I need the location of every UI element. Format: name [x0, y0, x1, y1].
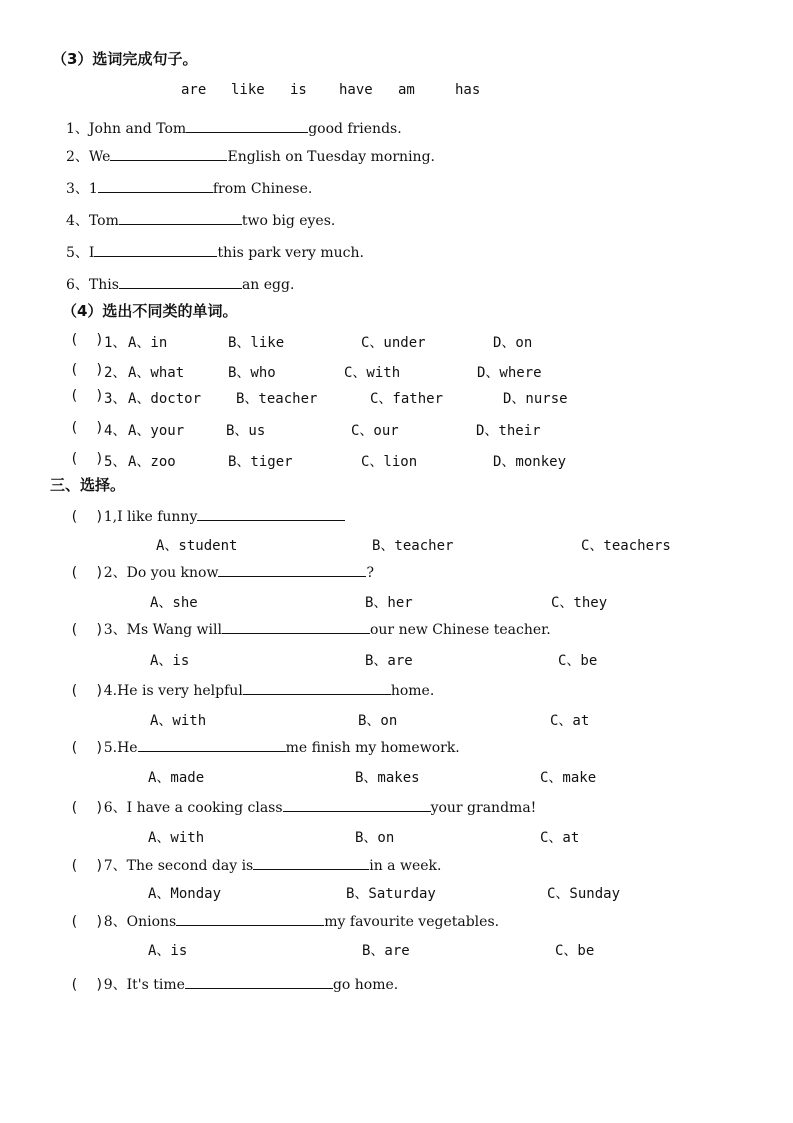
option-b: B、her	[365, 595, 413, 611]
option-a: A、made	[148, 770, 205, 786]
answer-blank[interactable]	[222, 619, 370, 634]
answer-blank[interactable]	[176, 911, 324, 926]
question-row: ( )1,I like funny	[70, 506, 345, 526]
item-number: 2、	[104, 365, 127, 381]
question-row: ( )2、Do you know ?	[70, 562, 374, 582]
option-c: C、with	[344, 365, 401, 381]
sentence-row: 6、This an egg.	[66, 274, 294, 294]
answer-blank[interactable]	[283, 797, 431, 812]
question-row: ( )3、Ms Wang will our new Chinese teacher.	[70, 619, 551, 639]
answer-paren[interactable]: ( )	[70, 858, 104, 874]
answer-paren[interactable]: ( )	[70, 509, 104, 525]
answer-blank[interactable]	[98, 178, 213, 193]
option-b: B、like	[228, 335, 285, 351]
option-c: C、teachers	[581, 538, 671, 554]
sentence-row: 2、We English on Tuesday morning.	[66, 146, 435, 166]
answer-paren[interactable]: ( )	[70, 622, 104, 638]
option-a: A、what	[128, 365, 185, 381]
word-bank-item: are	[181, 82, 207, 98]
word-bank-item: have	[339, 82, 373, 98]
answer-blank[interactable]	[218, 562, 366, 577]
answer-paren[interactable]: ( )	[70, 914, 104, 930]
option-b: B、Saturday	[346, 886, 436, 902]
option-a: A、is	[150, 653, 190, 669]
question-row: ( )7、The second day is in a week.	[70, 855, 441, 875]
option-b: B、us	[226, 423, 266, 439]
option-a: A、is	[148, 943, 188, 959]
word-bank-item: am	[398, 82, 415, 98]
answer-blank[interactable]	[119, 210, 242, 225]
answer-blank[interactable]	[185, 974, 333, 989]
option-a: A、your	[128, 423, 185, 439]
sentence-row: 1、John and Tom good friends.	[66, 118, 402, 138]
item-number: 5、	[104, 454, 127, 470]
word-bank-item: has	[455, 82, 481, 98]
option-a: A、student	[156, 538, 238, 554]
word-bank-item: like	[231, 82, 265, 98]
section4-title: （4）选出不同类的单词。	[62, 302, 238, 320]
question-row: ( )5.He me finish my homework.	[70, 737, 460, 757]
answer-paren[interactable]: ( )	[70, 332, 104, 348]
option-d: D、on	[493, 335, 533, 351]
answer-paren[interactable]: ( )	[70, 388, 104, 404]
sentence-row: 3、1 from Chinese.	[66, 178, 312, 198]
option-c: C、make	[540, 770, 597, 786]
option-b: B、on	[358, 713, 398, 729]
item-number: 3、	[104, 391, 127, 407]
sentence-row: 5、I this park very much.	[66, 242, 364, 262]
item-number: 4、	[104, 423, 127, 439]
option-a: A、with	[150, 713, 207, 729]
answer-blank[interactable]	[243, 680, 391, 695]
answer-blank[interactable]	[119, 274, 242, 289]
option-d: D、monkey	[493, 454, 567, 470]
section3-title: （3）选词完成句子。	[52, 50, 198, 68]
answer-paren[interactable]: ( )	[70, 451, 104, 467]
option-b: B、are	[365, 653, 413, 669]
answer-paren[interactable]: ( )	[70, 740, 104, 756]
answer-blank[interactable]	[253, 855, 369, 870]
question-row: ( )4.He is very helpful home.	[70, 680, 434, 700]
option-a: A、she	[150, 595, 198, 611]
answer-paren[interactable]: ( )	[70, 800, 104, 816]
option-a: A、zoo	[128, 454, 176, 470]
option-c: C、at	[550, 713, 590, 729]
option-b: B、teacher	[372, 538, 454, 554]
answer-blank[interactable]	[138, 737, 286, 752]
question-row: ( )9、It's time go home.	[70, 974, 398, 994]
option-c: C、be	[558, 653, 598, 669]
part3-title: 三、选择。	[50, 476, 126, 494]
item-number: 1、	[104, 335, 127, 351]
option-c: C、lion	[361, 454, 418, 470]
option-a: A、doctor	[128, 391, 202, 407]
question-row: ( )8、Onions my favourite vegetables.	[70, 911, 499, 931]
option-d: D、where	[477, 365, 542, 381]
sentence-row: 4、Tom two big eyes.	[66, 210, 335, 230]
option-c: C、Sunday	[547, 886, 621, 902]
answer-blank[interactable]	[110, 146, 227, 161]
answer-blank[interactable]	[94, 242, 217, 257]
option-b: B、makes	[355, 770, 420, 786]
option-c: C、father	[370, 391, 444, 407]
answer-paren[interactable]: ( )	[70, 420, 104, 436]
option-b: B、teacher	[236, 391, 318, 407]
option-b: B、are	[362, 943, 410, 959]
option-b: B、on	[355, 830, 395, 846]
answer-paren[interactable]: ( )	[70, 683, 104, 699]
option-a: A、with	[148, 830, 205, 846]
option-b: B、tiger	[228, 454, 293, 470]
option-c: C、be	[555, 943, 595, 959]
answer-blank[interactable]	[197, 506, 345, 521]
answer-paren[interactable]: ( )	[70, 977, 104, 993]
answer-paren[interactable]: ( )	[70, 362, 104, 378]
option-a: A、Monday	[148, 886, 222, 902]
option-c: C、under	[361, 335, 426, 351]
option-b: B、who	[228, 365, 276, 381]
option-c: C、at	[540, 830, 580, 846]
option-d: D、nurse	[503, 391, 568, 407]
option-c: C、our	[351, 423, 399, 439]
option-a: A、in	[128, 335, 168, 351]
answer-paren[interactable]: ( )	[70, 565, 104, 581]
question-row: ( )6、I have a cooking class your grandma!	[70, 797, 536, 817]
answer-blank[interactable]	[186, 118, 308, 133]
option-d: D、their	[476, 423, 541, 439]
word-bank-item: is	[290, 82, 307, 98]
option-c: C、they	[551, 595, 608, 611]
